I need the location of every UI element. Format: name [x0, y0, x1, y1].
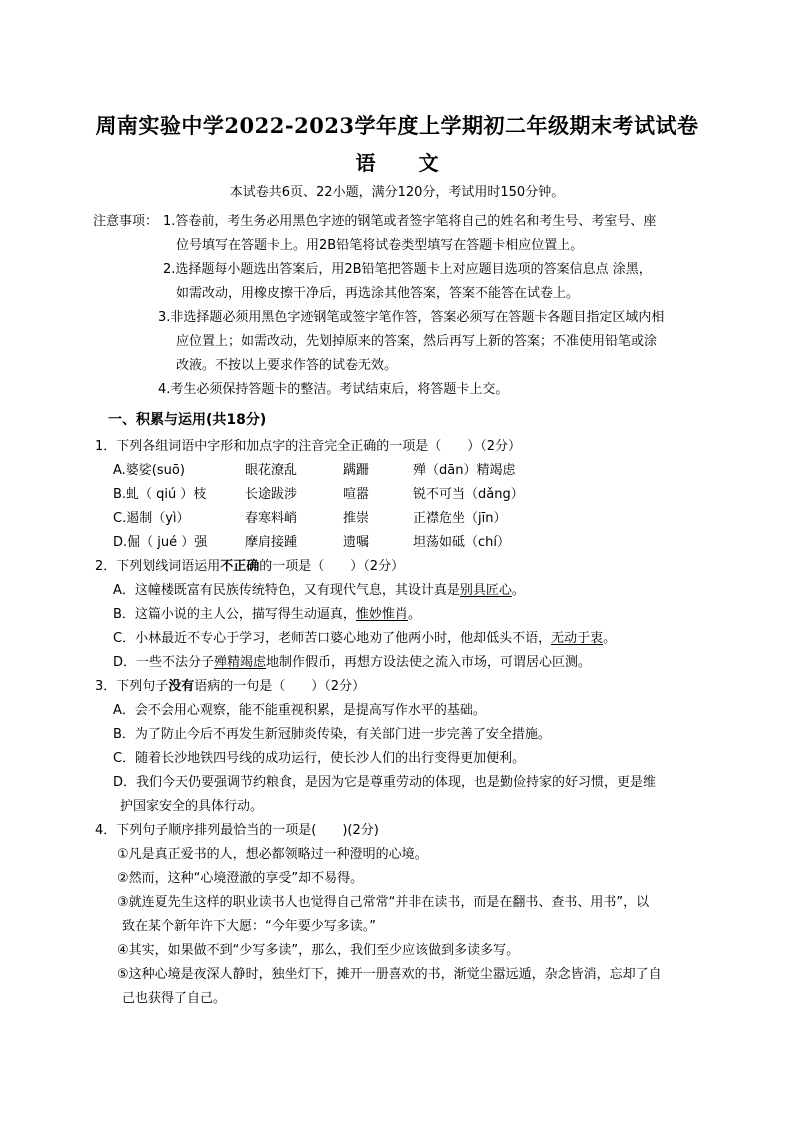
q1-option-a-word-2: 眼花潦乱 [245, 463, 298, 478]
q2-stem-emphasis: 不正确 [220, 559, 260, 574]
q2-option-c [113, 627, 616, 646]
q2-option-c-text: C．小林最近不专心于学习，老师苦口婆心地劝了他两小时，他却低头不语， [113, 631, 552, 646]
q2-option-d-end: 地制作假币，再想方设法使之流入市场，可谓居心叵测。 [266, 655, 592, 670]
q1-option-a-word-1: A.婆娑(suō) [113, 463, 185, 478]
exam-title: 周南实验中学2022-2023学年度上学期初二年级期末考试试卷 [95, 113, 699, 138]
notice-item-1-line-2: 位号填写在答题卡上。用2B铅笔将试卷类型填写在答题卡相应位置上。 [176, 238, 584, 253]
notice-item-2-line-1: 2.选择题每小题选出答案后，用2B铅笔把答题卡上对应题目选项的答案信息点 涂黑， [163, 262, 652, 277]
q4-sentence-5-line-1: ⑤这种心境是夜深人静时，独坐灯下，摊开一册喜欢的书，渐觉尘嚣远遁，杂念皆消，忘却了自 [117, 967, 662, 982]
notice-item-3-line-3: 改液。不按以上要求作答的试卷无效。 [176, 358, 398, 373]
q1-option-c-word-1: C.遏制（yì） [113, 511, 190, 526]
q2-stem-part-3: 的一项是（ ）（2分） [259, 559, 405, 574]
q1-option-a-word-3: 蹒跚 [343, 463, 370, 478]
q4-sentence-5-line-2: 己也获得了自己。 [122, 991, 227, 1006]
q3-stem-part-3: 语病的一句是（ ）（2分） [194, 679, 366, 694]
q1-option-b-word-2: 长途跋涉 [245, 487, 298, 502]
q4-sentence-3-line-1: ③就连夏先生这样的职业读书人也觉得自己常常“并非在读书，而是在翻书、查书、用书”，以 [117, 895, 650, 910]
q1-option-c-word-2: 春寒料峭 [245, 511, 298, 526]
q2-stem [95, 555, 404, 574]
q3-option-d-line-2: 护国家安全的具体行动。 [120, 799, 264, 814]
q1-option-a-word-4: 殚（dān）精竭虑 [413, 463, 516, 478]
notice-item-4-line-1: 4.考生必须保持答题卡的整洁。考试结束后，将答题卡上交。 [158, 382, 509, 397]
q2-stem-part-1: 2．下列划线词语运用 [95, 559, 221, 574]
section-1-title: 一、积累与运用(共18分) [108, 412, 267, 428]
q1-option-d-word-4: 坦荡如砥（chí） [413, 535, 510, 550]
q2-option-c-underlined: 无动于衷 [551, 631, 604, 646]
q2-option-b-end: 。 [407, 607, 421, 622]
q4-sentence-3-line-2: 致在某个新年许下大愿：“今年要少写多读。” [122, 919, 376, 934]
q1-stem: 1．下列各组词语中字形和加点字的注音完全正确的一项是（ ）（2分） [95, 439, 522, 454]
q3-stem [95, 675, 365, 694]
q2-option-a [113, 579, 525, 598]
q4-sentence-1: ①凡是真正爱书的人，想必都领略过一种澄明的心境。 [117, 847, 428, 862]
q2-option-a-end: 。 [511, 583, 525, 598]
q3-stem-part-1: 3．下列句子 [95, 679, 169, 694]
notice-label: 注意事项： [93, 214, 159, 229]
q2-option-d-text: D．一些不法分子 [113, 655, 215, 670]
q4-sentence-4: ④其实，如果做不到“少写多读”，那么，我们至少应该做到多读多写。 [117, 943, 520, 958]
q3-option-d-line-1: D．我们今天仍要强调节约粮食，是因为它是尊重劳动的体现，也是勤俭持家的好习惯，更是维 [113, 775, 657, 790]
q1-option-b-word-4: 锐不可当（dǎng） [413, 487, 524, 502]
q2-option-b-underlined: 惟妙惟肖 [355, 607, 408, 622]
subject-title: 语 文 [355, 151, 457, 175]
q1-option-d-word-2: 摩肩接踵 [245, 535, 298, 550]
q4-sentence-2: ②然而，这种“心境澄澈的享受”却不易得。 [117, 871, 364, 886]
exam-info: 本试卷共6页、22小题，满分120分，考试用时150分钟。 [229, 185, 565, 200]
q1-option-d-word-1: D.倔（ jué ）强 [113, 535, 208, 550]
q3-option-b: B．为了防止今后不再发生新冠肺炎传染，有关部门进一步完善了安全措施。 [113, 727, 551, 742]
q3-option-c: C．随着长沙地铁四号线的成功运行，使长沙人们的出行变得更加便利。 [113, 751, 526, 766]
q1-option-b-word-1: B.虬（ qiú ）枝 [113, 487, 207, 502]
q2-option-a-underlined: 别具匠心 [459, 583, 512, 598]
notice-item-1-line-1: 1.答卷前，考生务必用黑色字迹的钢笔或者签字笔将自己的姓名和考生号、考室号、座 [163, 214, 657, 229]
q1-option-d-word-3: 遗嘱 [343, 535, 370, 550]
notice-item-3-line-2: 应位置上；如需改动，先划掉原来的答案，然后再写上新的答案；不准使用铅笔或涂 [176, 334, 658, 349]
notice-item-2-line-2: 如需改动，用橡皮擦干净后，再选涂其他答案，答案不能答在试卷上。 [176, 286, 580, 301]
q1-option-b-word-3: 喧嚣 [343, 487, 370, 502]
q2-option-d [113, 651, 591, 670]
notice-item-3-line-1: 3.非选择题必须用黑色字迹钢笔或签字笔作答，答案必须写在答题卡各题目指定区域内相 [158, 310, 665, 325]
q2-option-b-text: B．这篇小说的主人公，描写得生动逼真， [113, 607, 356, 622]
q1-option-c-word-3: 推崇 [343, 511, 370, 526]
q3-stem-emphasis: 没有 [168, 679, 195, 694]
q2-option-c-end: 。 [603, 631, 617, 646]
q2-option-b [113, 603, 421, 622]
q1-option-c-word-4: 正襟危坐（jīn） [413, 511, 507, 526]
q3-option-a: A．会不会用心观察，能不能重视积累，是提高写作水平的基础。 [113, 703, 486, 718]
q2-option-d-underlined: 殚精竭虑 [214, 655, 267, 670]
q4-stem: 4．下列句子顺序排列最恰当的一项是( )(2分) [95, 823, 379, 838]
q2-option-a-text: A．这幢楼既富有民族传统特色，又有现代气息，其设计真是 [113, 583, 460, 598]
